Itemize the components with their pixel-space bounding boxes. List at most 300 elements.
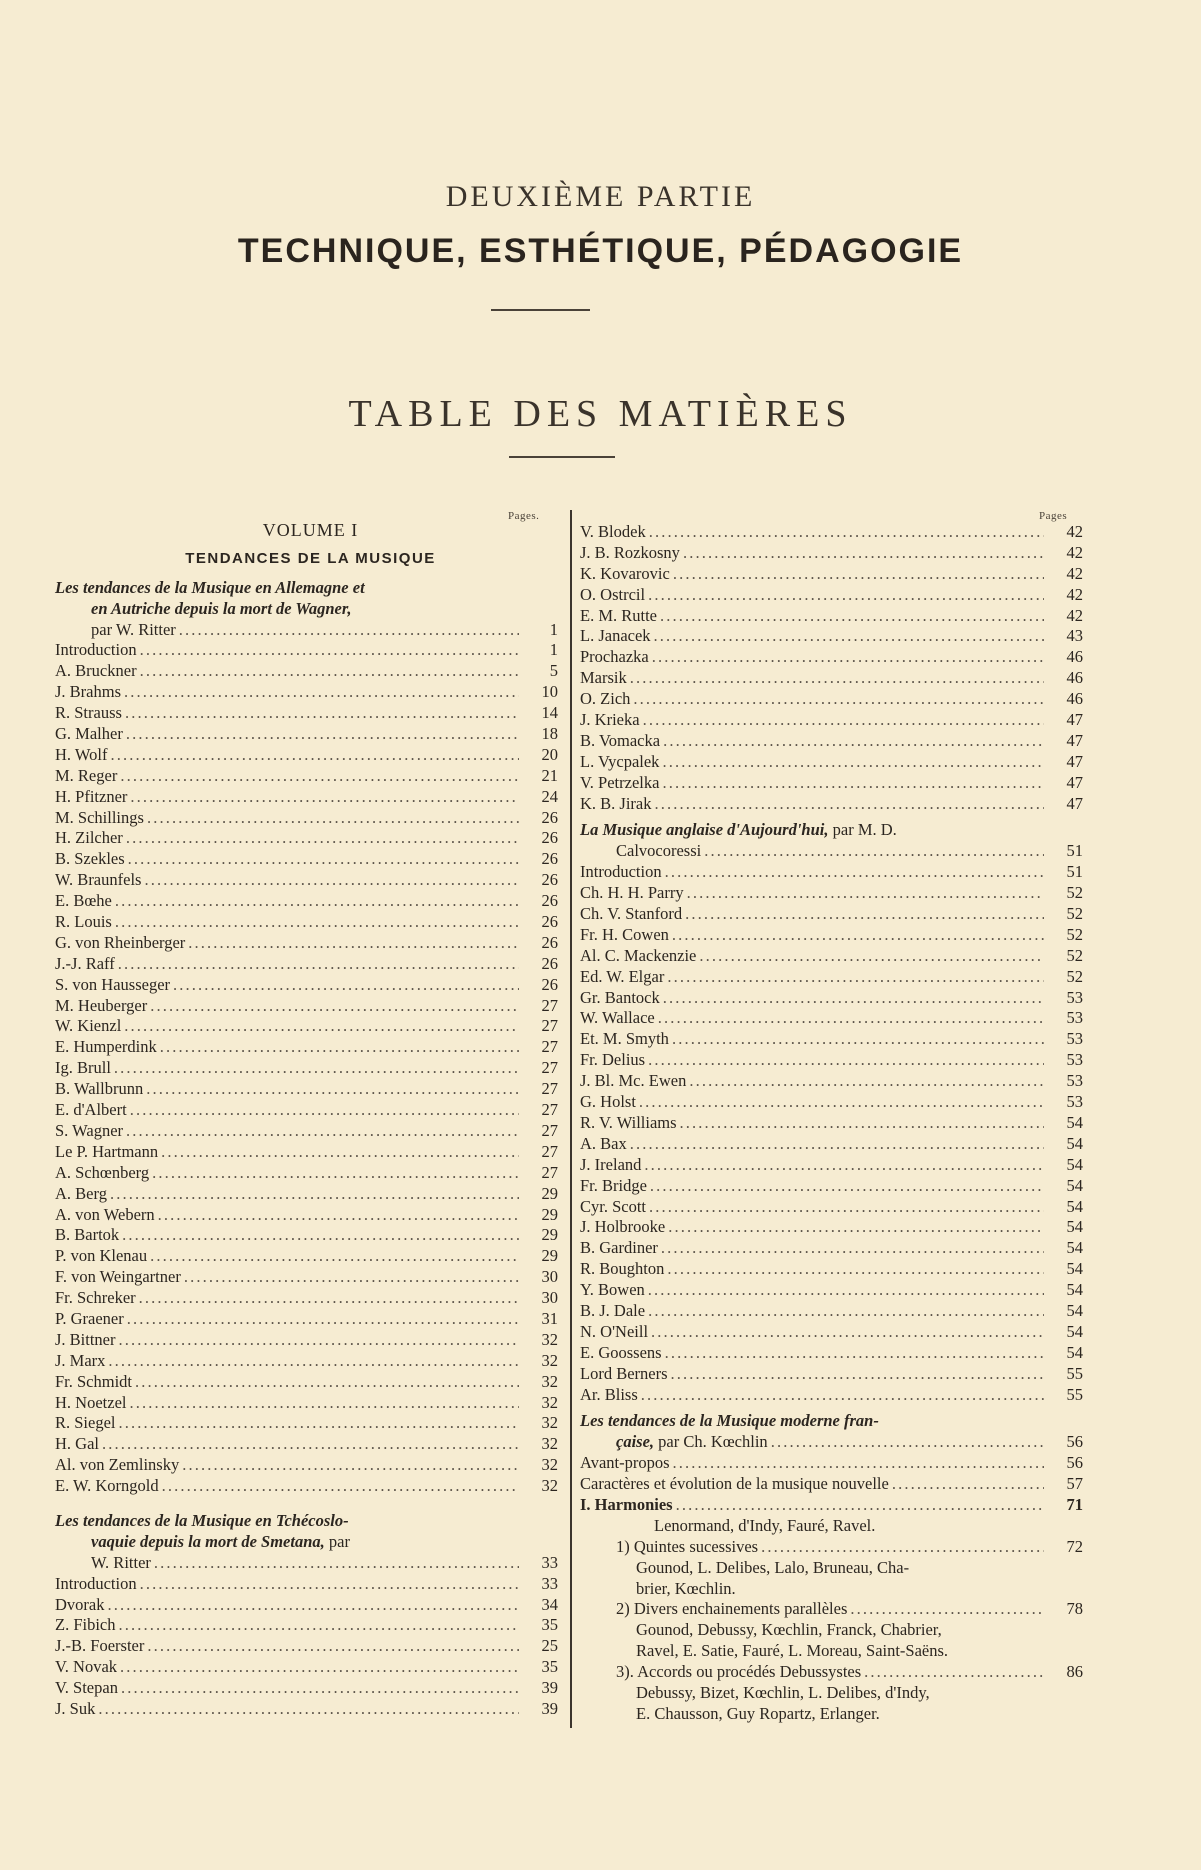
leader-dots xyxy=(126,1121,519,1142)
entry-label: M. Reger xyxy=(55,765,118,785)
leader-dots xyxy=(140,640,519,661)
entry-label: Avant-propos xyxy=(580,1453,670,1473)
leader-dots xyxy=(663,731,1044,752)
entry-page: 55 xyxy=(1066,1363,1083,1383)
toc-entry xyxy=(580,1176,1083,1197)
entry-label: Introduction xyxy=(580,862,662,882)
tendances-heading: TENDANCES DE LA MUSIQUE xyxy=(185,549,436,567)
entry-label: G. von Rheinberger xyxy=(55,932,186,952)
entry-label: R. Louis xyxy=(55,912,112,932)
leader-dots xyxy=(152,1163,519,1184)
leader-dots xyxy=(654,626,1044,647)
leader-dots xyxy=(665,1343,1044,1364)
entry-label: G. Holst xyxy=(580,1092,636,1112)
toc-entry xyxy=(55,1184,558,1205)
toc-right-column xyxy=(580,508,1083,1725)
leader-dots xyxy=(158,1205,519,1226)
entry-label: O. Zich xyxy=(580,689,631,709)
entry-label: Z. Fibich xyxy=(55,1615,116,1635)
section-author-ritter: par W. Ritter . . . 1 xyxy=(55,620,558,641)
leader-dots xyxy=(649,522,1044,543)
toc-entry xyxy=(55,1455,558,1476)
entry-label: A. von Webern xyxy=(55,1204,155,1224)
leader-dots xyxy=(119,1413,520,1434)
toc-entry xyxy=(580,1474,1083,1495)
entry-page: 26 xyxy=(541,870,558,890)
entry-label: K. B. Jirak xyxy=(580,793,652,813)
toc-entry xyxy=(55,996,558,1017)
leader-dots xyxy=(147,808,519,829)
entry-label: P. Graener xyxy=(55,1308,124,1328)
leader-dots xyxy=(662,752,1044,773)
entry-page: 53 xyxy=(1066,987,1083,1007)
toc-entry xyxy=(55,1205,558,1226)
entry-label: J.-B. Foerster xyxy=(55,1636,145,1656)
toc-entry xyxy=(580,1280,1083,1301)
leader-dots xyxy=(184,1267,519,1288)
entry-label: Gr. Bantock xyxy=(580,987,660,1007)
toc-entry xyxy=(580,862,1083,883)
sub-entry-quintes-names-2: brier, Kœchlin. xyxy=(636,1578,736,1598)
entry-page: 53 xyxy=(1066,1092,1083,1112)
entry-label: S. Wagner xyxy=(55,1120,124,1140)
leader-dots xyxy=(150,1246,519,1267)
leader-dots xyxy=(140,1574,519,1595)
toc-title: TABLE DES MATIÈRES xyxy=(348,393,853,435)
entry-label: Marsik xyxy=(580,668,627,688)
toc-entry xyxy=(580,689,1083,710)
entry-page: 55 xyxy=(1066,1384,1083,1404)
toc-entry xyxy=(55,745,558,766)
section-entries-tchecoslovaquie xyxy=(55,1574,558,1720)
leader-dots xyxy=(146,1079,519,1100)
toc-entry xyxy=(580,626,1083,647)
entry-page: 43 xyxy=(1066,626,1083,646)
pages-label-left: Pages. xyxy=(508,510,540,522)
entry-label: J. B. Rozkosny xyxy=(580,542,680,562)
entry-page: 29 xyxy=(541,1204,558,1224)
entry-label: J. Ireland xyxy=(580,1154,642,1174)
leader-dots xyxy=(644,1155,1044,1176)
entry-page: 53 xyxy=(1066,1029,1083,1049)
entry-page: 35 xyxy=(541,1615,558,1635)
entry-page: 52 xyxy=(1066,904,1083,924)
toc-entry xyxy=(55,1142,558,1163)
entry-label: A. Bax xyxy=(580,1133,627,1153)
entry-label: B. J. Dale xyxy=(580,1300,646,1320)
entry-label: B. Wallbrunn xyxy=(55,1079,144,1099)
toc-entry xyxy=(580,1238,1083,1259)
toc-entry xyxy=(55,808,558,829)
entry-label: E. Goossens xyxy=(580,1342,662,1362)
leader-dots xyxy=(643,710,1044,731)
entry-page: 47 xyxy=(1066,730,1083,750)
entry-label: Fr. Delius xyxy=(580,1050,646,1070)
entry-page: 32 xyxy=(541,1371,558,1391)
entry-label: Ed. W. Elgar xyxy=(580,966,665,986)
entry-page: 54 xyxy=(1066,1196,1083,1216)
toc-entry xyxy=(580,564,1083,585)
entry-label: N. O'Neill xyxy=(580,1321,649,1341)
entry-page: 54 xyxy=(1066,1154,1083,1174)
toc-entry xyxy=(580,946,1083,967)
leader-dots xyxy=(118,954,519,975)
toc-entry xyxy=(55,1574,558,1595)
toc-entry xyxy=(55,1615,558,1636)
toc-entry xyxy=(580,1134,1083,1155)
entry-label: M. Heuberger xyxy=(55,995,148,1015)
entry-page: 29 xyxy=(541,1225,558,1245)
entry-page: 31 xyxy=(541,1308,558,1328)
toc-entry xyxy=(55,1434,558,1455)
entry-label: Dvorak xyxy=(55,1594,105,1614)
leader-dots xyxy=(639,1092,1044,1113)
leader-dots xyxy=(663,988,1044,1009)
leader-dots xyxy=(135,1372,519,1393)
entry-label: R. Strauss xyxy=(55,703,122,723)
leader-dots xyxy=(655,794,1045,815)
section-entries-tcheque-cont xyxy=(580,522,1083,814)
toc-entry xyxy=(580,543,1083,564)
entry-page: 30 xyxy=(541,1288,558,1308)
section-heading-allemagne: Les tendances de la Musique en Allemagne et xyxy=(55,577,365,597)
harmonies-entry: I. Harmonies . . . 71 xyxy=(580,1495,1083,1516)
entry-page: 27 xyxy=(541,1016,558,1036)
entry-label: Ch. V. Stanford xyxy=(580,904,683,924)
toc-entry xyxy=(55,849,558,870)
entry-label: Y. Bowen xyxy=(580,1280,645,1300)
toc-entry xyxy=(55,1657,558,1678)
leader-dots xyxy=(173,975,519,996)
toc-entry xyxy=(580,988,1083,1009)
toc-entry xyxy=(55,912,558,933)
entry-page: 52 xyxy=(1066,883,1083,903)
entry-page: 53 xyxy=(1066,1050,1083,1070)
entry-page: 46 xyxy=(1066,689,1083,709)
section-heading-france: Les tendances de la Musique moderne fran- xyxy=(580,1411,879,1431)
toc-entry xyxy=(580,883,1083,904)
entry-page: 34 xyxy=(541,1594,558,1614)
toc-entry xyxy=(55,1699,558,1720)
entry-page: 27 xyxy=(541,1141,558,1161)
entry-page: 46 xyxy=(1066,647,1083,667)
toc-entry xyxy=(580,1301,1083,1322)
toc-entry xyxy=(580,1197,1083,1218)
toc-entry xyxy=(580,647,1083,668)
entry-label: B. Vomacka xyxy=(580,730,661,750)
harmonies-names: Lenormand, d'Indy, Fauré, Ravel. xyxy=(654,1515,876,1535)
entry-label: S. von Hausseger xyxy=(55,974,171,994)
entry-page: 51 xyxy=(1066,862,1083,882)
entry-page: 26 xyxy=(541,849,558,869)
toc-entry xyxy=(580,668,1083,689)
toc-entry xyxy=(55,1351,558,1372)
entry-label: Al. C. Mackenzie xyxy=(580,945,697,965)
entry-page: 24 xyxy=(541,786,558,806)
leader-dots xyxy=(124,1016,519,1037)
leader-dots xyxy=(161,1142,519,1163)
entry-page: 26 xyxy=(541,891,558,911)
toc-entry xyxy=(55,1225,558,1246)
toc-entry xyxy=(580,1453,1083,1474)
entry-label: Fr. H. Cowen xyxy=(580,924,669,944)
entry-page: 54 xyxy=(1066,1321,1083,1341)
leader-dots xyxy=(127,1309,519,1330)
entry-page: 54 xyxy=(1066,1280,1083,1300)
entry-page: 54 xyxy=(1066,1217,1083,1237)
section-heading-tchecoslovaquie: Les tendances de la Musique en Tchécoslo- xyxy=(55,1510,349,1530)
entry-page: 29 xyxy=(541,1246,558,1266)
toc-entry xyxy=(55,703,558,724)
leader-dots xyxy=(660,606,1044,627)
entry-page: 32 xyxy=(541,1455,558,1475)
leader-dots xyxy=(689,1071,1044,1092)
entry-label: A. Berg xyxy=(55,1183,107,1203)
sub-entry-debussystes-names-1: Debussy, Bizet, Kœchlin, L. Delibes, d'Indy, xyxy=(636,1682,930,1702)
entry-page: 54 xyxy=(1066,1259,1083,1279)
toc-entry xyxy=(580,1113,1083,1134)
toc-entry xyxy=(55,1016,558,1037)
entry-page: 27 xyxy=(541,1120,558,1140)
entry-page: 30 xyxy=(541,1267,558,1287)
entry-label: J.-J. Raff xyxy=(55,953,115,973)
entry-label: Ch. H. H. Parry xyxy=(580,883,684,903)
toc-entry xyxy=(55,975,558,996)
entry-page: 42 xyxy=(1066,542,1083,562)
pages-label-right: Pages xyxy=(1039,510,1068,522)
entry-page: 5 xyxy=(549,661,558,681)
toc-entry xyxy=(55,1476,558,1497)
leader-dots xyxy=(130,787,519,808)
section-heading-angleterre: La Musique anglaise d'Aujourd'hui, par M. D. xyxy=(580,820,897,840)
leader-dots xyxy=(150,996,519,1017)
section-entries-france xyxy=(580,1453,1083,1495)
entry-label: H. Gal xyxy=(55,1434,99,1454)
entry-page: 32 xyxy=(541,1413,558,1433)
leader-dots xyxy=(672,925,1044,946)
entry-page: 52 xyxy=(1066,945,1083,965)
toc-entry xyxy=(55,1121,558,1142)
toc-entry xyxy=(580,731,1083,752)
toc-entry xyxy=(55,828,558,849)
sub-entry-quintes-names-1: Gounod, L. Delibes, Lalo, Bruneau, Cha- xyxy=(636,1557,910,1577)
entry-label: Lord Berners xyxy=(580,1363,668,1383)
toc-entry xyxy=(580,925,1083,946)
toc-entry xyxy=(580,1008,1083,1029)
leader-dots xyxy=(122,1225,519,1246)
entry-label: J. Marx xyxy=(55,1350,106,1370)
entry-page: 26 xyxy=(541,828,558,848)
entry-label: L. Janacek xyxy=(580,626,651,646)
column-divider xyxy=(570,510,572,1728)
leader-dots xyxy=(114,1058,519,1079)
leader-dots xyxy=(667,1259,1044,1280)
leader-dots xyxy=(665,862,1044,883)
toc-entry xyxy=(55,724,558,745)
entry-page: 57 xyxy=(1066,1474,1083,1494)
entry-page: 26 xyxy=(541,807,558,827)
entry-label: Fr. Schreker xyxy=(55,1288,136,1308)
entry-page: 42 xyxy=(1066,584,1083,604)
entry-page: 42 xyxy=(1066,605,1083,625)
entry-label: E. W. Korngold xyxy=(55,1476,159,1496)
toc-left-column xyxy=(55,508,558,1720)
entry-label: V. Stepan xyxy=(55,1678,118,1698)
entry-label: E. Bœhe xyxy=(55,891,112,911)
toc-entry xyxy=(580,1071,1083,1092)
leader-dots xyxy=(160,1037,519,1058)
leader-dots xyxy=(673,564,1044,585)
entry-page: 53 xyxy=(1066,1071,1083,1091)
leader-dots xyxy=(652,647,1044,668)
entry-page: 54 xyxy=(1066,1112,1083,1132)
toc-entry xyxy=(580,904,1083,925)
entry-label: R. Boughton xyxy=(580,1259,665,1279)
entry-label: W. Kienzl xyxy=(55,1016,122,1036)
entry-label: J. Brahms xyxy=(55,682,121,702)
toc-entry xyxy=(55,1288,558,1309)
sub-entry-paralleles-names-1: Gounod, Debussy, Kœchlin, Franck, Chabrier, xyxy=(636,1620,942,1640)
entry-page: 27 xyxy=(541,1037,558,1057)
toc-entry xyxy=(55,1309,558,1330)
toc-entry xyxy=(580,967,1083,988)
toc-entry xyxy=(55,1413,558,1434)
leader-dots xyxy=(124,682,519,703)
leader-dots xyxy=(685,904,1044,925)
toc-rule xyxy=(509,456,615,458)
toc-entry xyxy=(580,1217,1083,1238)
entry-label: J. Bl. Mc. Ewen xyxy=(580,1071,687,1091)
entry-label: A. Bruckner xyxy=(55,661,137,681)
entry-page: 52 xyxy=(1066,966,1083,986)
entry-label: Et. M. Smyth xyxy=(580,1029,669,1049)
leader-dots xyxy=(658,1008,1044,1029)
entry-page: 25 xyxy=(541,1636,558,1656)
section-author-ritter-2: W. Ritter . . . 33 xyxy=(55,1553,558,1574)
leader-dots xyxy=(110,1184,519,1205)
entry-label: H. Wolf xyxy=(55,744,108,764)
leader-dots xyxy=(648,1280,1044,1301)
leader-dots xyxy=(98,1699,519,1720)
entry-label: Introduction xyxy=(55,640,137,660)
entry-page: 1 xyxy=(549,640,558,660)
leader-dots xyxy=(662,773,1044,794)
toc-entry xyxy=(580,1385,1083,1406)
entry-page: 39 xyxy=(541,1698,558,1718)
leader-dots xyxy=(673,1453,1044,1474)
entry-label: Prochazka xyxy=(580,647,649,667)
section-author-calvocoressi: Calvocoressi . . . 51 xyxy=(580,841,1083,862)
leader-dots xyxy=(144,870,519,891)
toc-entry xyxy=(580,1092,1083,1113)
entry-page: 29 xyxy=(541,1183,558,1203)
leader-dots xyxy=(120,766,519,787)
entry-page: 42 xyxy=(1066,563,1083,583)
section-entries-allemagne xyxy=(55,640,558,1497)
leader-dots xyxy=(671,1364,1044,1385)
toc-entry xyxy=(55,1636,558,1657)
leader-dots xyxy=(892,1474,1044,1495)
volume-heading: VOLUME I xyxy=(262,520,359,540)
toc-entry xyxy=(55,933,558,954)
entry-page: 26 xyxy=(541,932,558,952)
entry-label: Cyr. Scott xyxy=(580,1196,647,1216)
entry-label: V. Blodek xyxy=(580,522,646,541)
toc-entry xyxy=(580,606,1083,627)
entry-label: Fr. Schmidt xyxy=(55,1371,133,1391)
leader-dots xyxy=(651,1322,1044,1343)
entry-page: 33 xyxy=(541,1573,558,1593)
entry-page: 46 xyxy=(1066,668,1083,688)
entry-page: 20 xyxy=(541,744,558,764)
leader-dots xyxy=(147,1636,519,1657)
leader-dots xyxy=(128,849,519,870)
entry-label: L. Vycpalek xyxy=(580,751,660,771)
leader-dots xyxy=(699,946,1044,967)
entry-label: V. Petrzelka xyxy=(580,772,660,792)
leader-dots xyxy=(119,1330,520,1351)
entry-page: 47 xyxy=(1066,710,1083,730)
toc-entry xyxy=(55,1058,558,1079)
leader-dots xyxy=(630,1134,1044,1155)
entry-label: Al. von Zemlinsky xyxy=(55,1455,180,1475)
toc-entry xyxy=(55,661,558,682)
leader-dots xyxy=(680,1113,1044,1134)
leader-dots xyxy=(687,883,1044,904)
entry-page: 27 xyxy=(541,1058,558,1078)
toc-entry xyxy=(580,522,1083,543)
sub-entry-debussystes-names-2: E. Chausson, Guy Ropartz, Erlanger. xyxy=(636,1703,880,1723)
leader-dots xyxy=(126,724,519,745)
entry-page: 54 xyxy=(1066,1133,1083,1153)
entry-page: 42 xyxy=(1066,522,1083,541)
toc-entry xyxy=(55,1330,558,1351)
leader-dots xyxy=(648,585,1044,606)
leader-dots xyxy=(649,1197,1044,1218)
toc-entry xyxy=(55,1393,558,1414)
entry-label: J. Suk xyxy=(55,1698,96,1718)
toc-entry xyxy=(55,1678,558,1699)
toc-entry xyxy=(580,585,1083,606)
entry-label: W. Braunfels xyxy=(55,870,142,890)
leader-dots xyxy=(162,1476,519,1497)
entry-page: 10 xyxy=(541,682,558,702)
leader-dots xyxy=(120,1657,519,1678)
leader-dots xyxy=(115,891,519,912)
entry-page: 54 xyxy=(1066,1175,1083,1195)
sub-entry-debussystes: 3). Accords ou procédés Debussystes . . . 86 xyxy=(580,1662,1083,1683)
entry-label: Fr. Bridge xyxy=(580,1175,647,1195)
toc-entry xyxy=(580,773,1083,794)
entry-page: 54 xyxy=(1066,1300,1083,1320)
entry-label: B. Szekles xyxy=(55,849,125,869)
entry-page: 54 xyxy=(1066,1342,1083,1362)
entry-label: Ar. Bliss xyxy=(580,1384,638,1404)
leader-dots xyxy=(139,1288,519,1309)
entry-label: E. d'Albert xyxy=(55,1100,127,1120)
entry-label: R. V. Williams xyxy=(580,1112,677,1132)
entry-label: H. Noetzel xyxy=(55,1392,127,1412)
section-heading-tchecoslovaquie-cont: vaquie depuis la mort de Smetana, par xyxy=(91,1531,350,1551)
leader-dots xyxy=(119,1615,520,1636)
toc-entry xyxy=(55,1372,558,1393)
entry-page: 18 xyxy=(541,724,558,744)
entry-page: 21 xyxy=(541,765,558,785)
leader-dots xyxy=(641,1385,1044,1406)
toc-entry xyxy=(55,891,558,912)
leader-dots xyxy=(129,1393,519,1414)
entry-page: 32 xyxy=(541,1392,558,1412)
